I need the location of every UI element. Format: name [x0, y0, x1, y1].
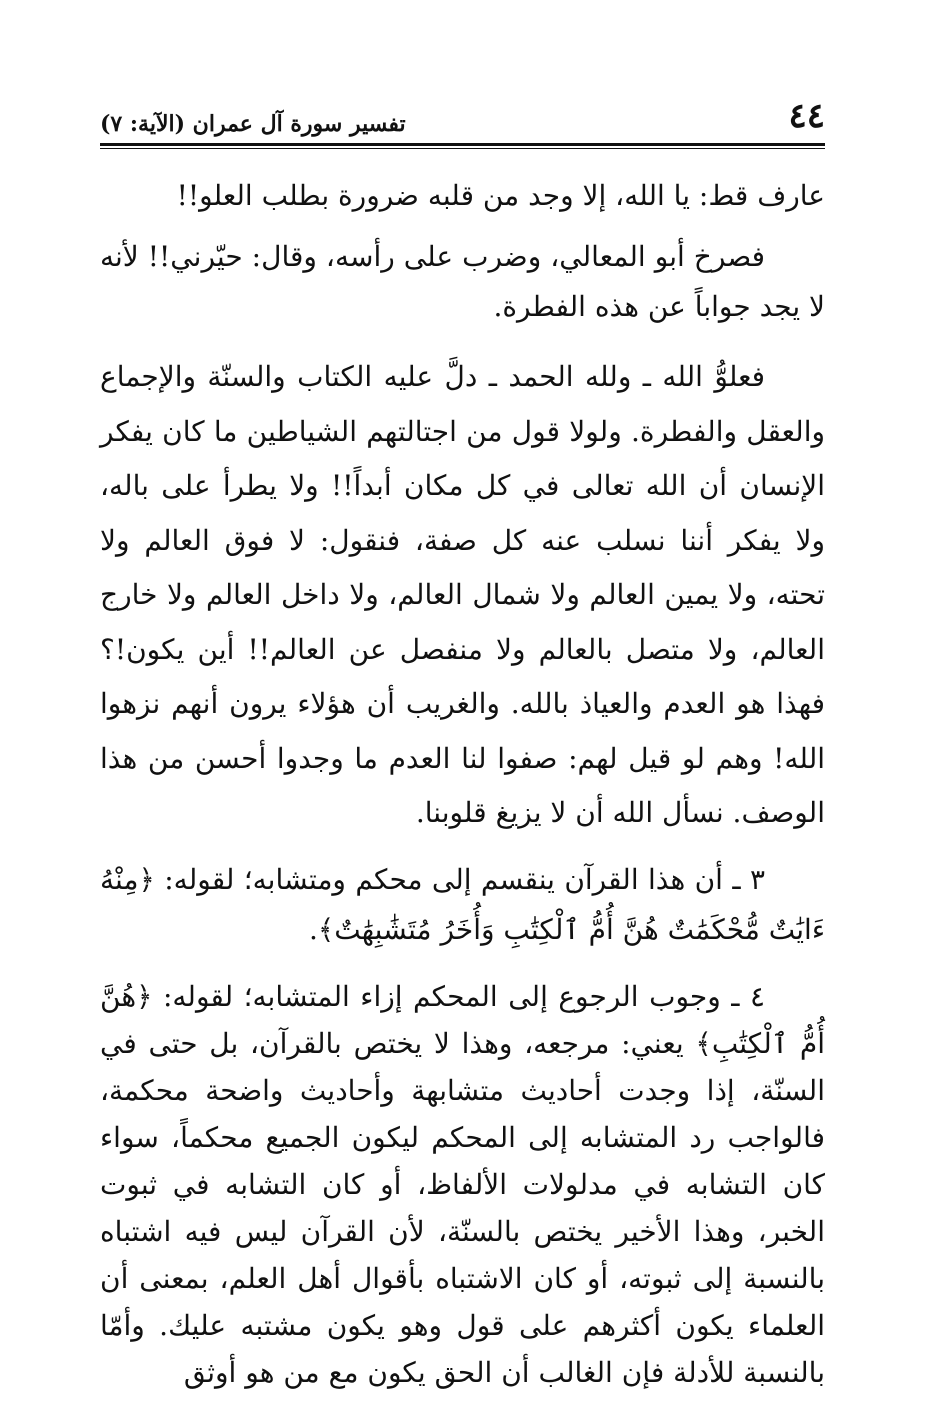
- paragraph-1: عارف قط: يا الله، إلا وجد من قلبه ضرورة بطلب العلو!!: [176, 179, 825, 212]
- paragraph-3: فعلوُّ الله ـ ولله الحمد ـ دلَّ عليه الكتاب والسنّة والإجماع والعقل والفطرة. ولولا قول من اجتالتهم الشياطين ما كان يفكر الإنسان أن الله تعالى في كل مكان أبداً!! ولا يطرأ على باله، ولا يفكر أننا نسلب عنه كل صفة، فنقول: لا فوق العالم ولا تحته، ولا يمين العالم ولا شمال العالم، ولا داخل العالم ولا خارج العالم، ولا متصل بالعالم ولا منفصل عن العالم!! أين يكون!؟ فهذا هو العدم والعياذ بالله. والغريب أن هؤلاء يرون أنهم نزهوا الله! وهم لو قيل لهم: صفوا لنا العدم ما وجدوا أحسن من هذا الوصف. نسأل الله أن لا يزيغ قلوبنا.: [100, 360, 825, 829]
- page-header: [100, 96, 825, 146]
- running-title: تفسير سورة آل عمران (الآية: ٧): [100, 111, 406, 137]
- header-rule-thin: [100, 148, 825, 149]
- page-number: ٤٤: [788, 96, 825, 136]
- page-body: [100, 168, 825, 1396]
- paragraph-4: ٣ ـ أن هذا القرآن ينقسم إلى محكم ومتشابه؛ لقوله: ﴿مِنْهُ ءَايَٰتٌ مُّحْكَمَٰتٌ هُنَّ أُمُّ ٱلْكِتَٰبِ وَأُخَرُ مُتَشَٰبِهَٰتٌ﴾.: [100, 862, 825, 946]
- paragraph-5: ٤ ـ وجوب الرجوع إلى المحكم إزاء المتشابه؛ لقوله: ﴿هُنَّ أُمُّ ٱلْكِتَٰبِ﴾ يعني: مرجعه، وهذا لا يختص بالقرآن، بل حتى في السنّة، إذا وجدت أحاديث متشابهة وأحاديث واضحة محكمة، فالواجب رد المتشابه إلى المحكم ليكون الجميع محكماً، سواء كان التشابه في مدلولات الألفاظ، أو كان التشابه في ثبوت الخبر، وهذا الأخير يختص بالسنّة، لأن القرآن ليس فيه اشتباه بالنسبة إلى ثبوته، أو كان الاشتباه بأقوال أهل العلم، بمعنى أن العلماء يكون أكثرهم على قول وهو يكون مشتبه عليك. وأمّا بالنسبة للأدلة فإن الغالب أن الحق يكون مع من هو أوثق: [100, 979, 825, 1389]
- header-rule-thick: [100, 143, 825, 146]
- paragraph-2: فصرخ أبو المعالي، وضرب على رأسه، وقال: حيّرني!! لأنه لا يجد جواباً عن هذه الفطرة.: [100, 240, 825, 323]
